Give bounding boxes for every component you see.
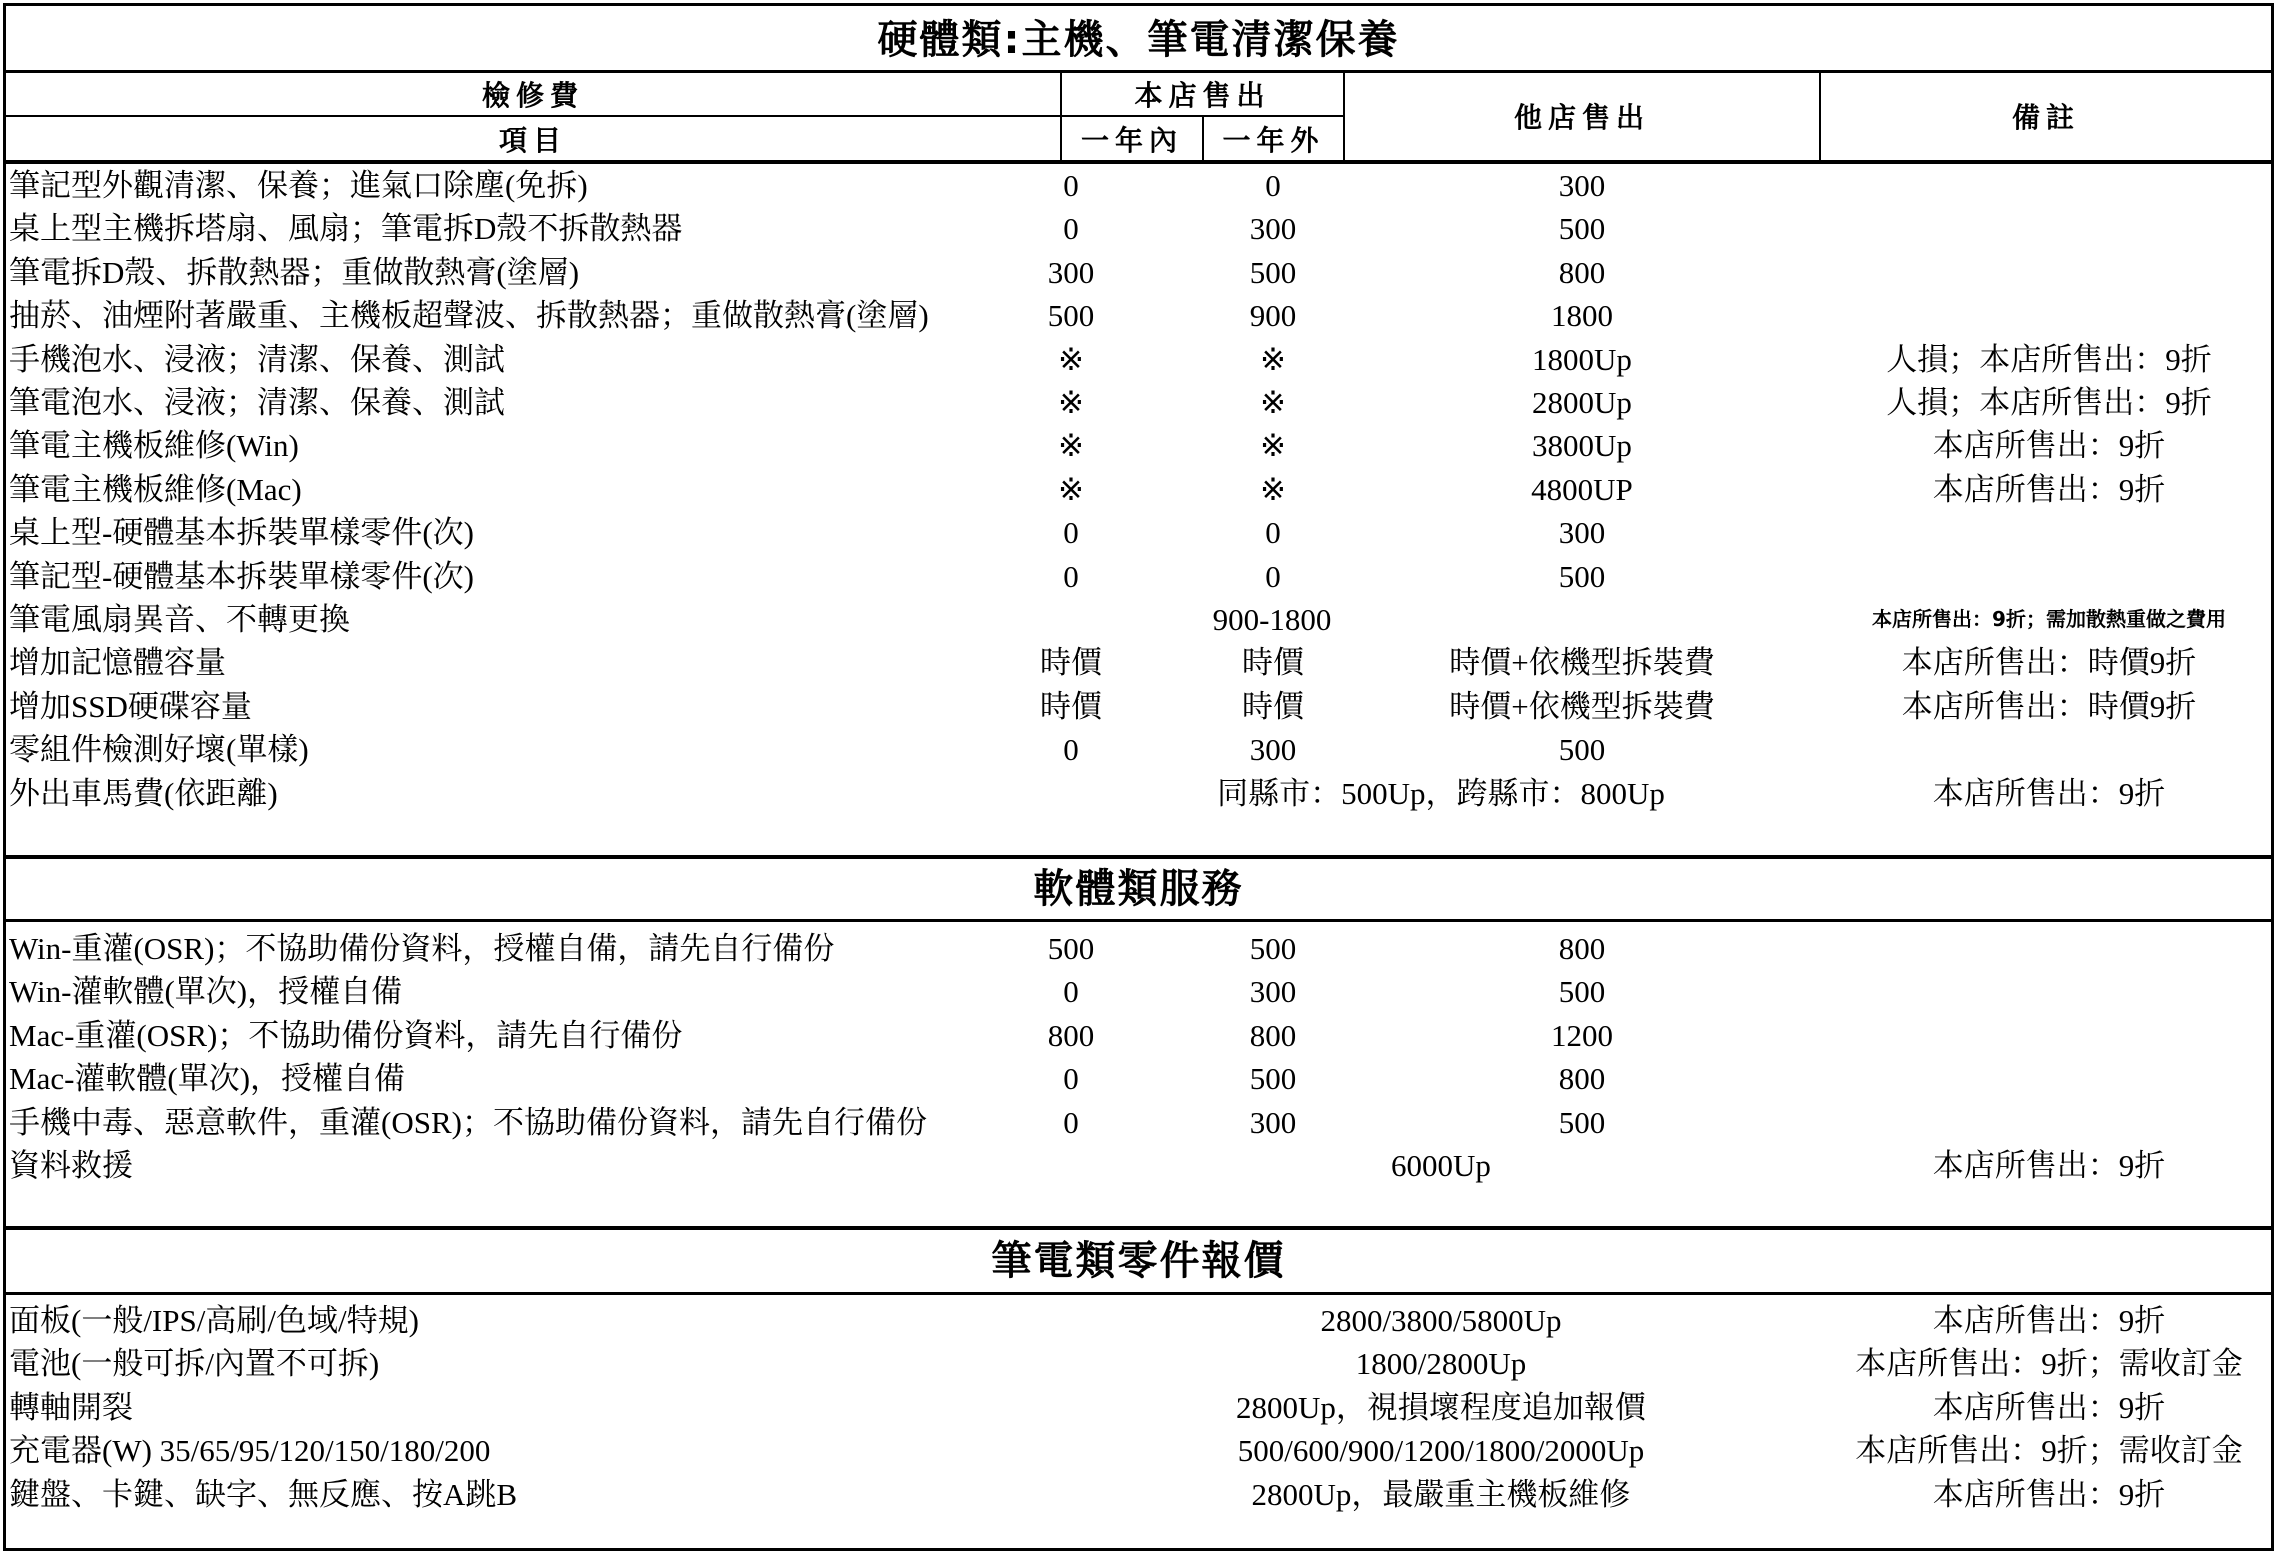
row-item: 外出車馬費(依距離) bbox=[9, 775, 278, 811]
table-row bbox=[6, 251, 2271, 294]
table-row bbox=[6, 1429, 2271, 1472]
row-item: 增加記憶體容量 bbox=[9, 645, 226, 681]
row-item: Win-重灌(OSR)；不協助備份資料，授權自備，請先自行備份 bbox=[9, 931, 835, 966]
parts-section-title: 筆電類零件報價 bbox=[991, 1238, 1286, 1284]
other-store-price: 500 bbox=[1558, 974, 1606, 1010]
table-row bbox=[6, 927, 2271, 970]
beyond-year-price: 300 bbox=[1249, 211, 1297, 247]
table-row bbox=[6, 1014, 2271, 1057]
row-note: 本店所售出：9折；需加散熱重做之費用 bbox=[1872, 607, 2226, 631]
within-year-price: 0 bbox=[1063, 168, 1079, 203]
table-row bbox=[6, 970, 2271, 1013]
header-repair-fee: 檢修費 bbox=[481, 78, 584, 112]
beyond-year-price: 300 bbox=[1249, 732, 1297, 768]
table-row bbox=[6, 1386, 2271, 1429]
beyond-year-price: 0 bbox=[1265, 515, 1281, 551]
row-note: 本店所售出：9折 bbox=[1932, 1389, 2166, 1425]
within-year-price: 500 bbox=[1047, 931, 1095, 966]
hardware-section-title: 硬體類:主機、筆電清潔保養 bbox=[877, 17, 1400, 63]
other-store-price: 1800 bbox=[1551, 298, 1613, 334]
row-note: 本店所售出：時價9折 bbox=[1901, 688, 2197, 724]
within-year-price: 300 bbox=[1047, 254, 1095, 290]
beyond-year-price: 時價 bbox=[1242, 645, 1304, 681]
divider bbox=[6, 919, 2271, 922]
within-year-price: 500 bbox=[1047, 298, 1095, 334]
beyond-year-price: 300 bbox=[1249, 1104, 1297, 1140]
row-note: 本店所售出：9折 bbox=[1932, 428, 2166, 464]
other-store-price: 500 bbox=[1558, 732, 1606, 768]
row-item: 筆記型-硬體基本拆裝單樣零件(次) bbox=[9, 558, 474, 594]
row-note: 本店所售出：9折；需收訂金 bbox=[1855, 1433, 2243, 1469]
beyond-year-price: 800 bbox=[1249, 1017, 1297, 1053]
price-range: 900-1800 bbox=[1212, 602, 1332, 637]
row-item: 面板(一般/IPS/高刷/色域/特規) bbox=[9, 1303, 419, 1338]
table-row bbox=[6, 685, 2271, 728]
row-note: 本店所售出：9折；需收訂金 bbox=[1855, 1346, 2243, 1382]
other-store-price: 時價+依機型拆裝費 bbox=[1449, 645, 1715, 681]
table-row bbox=[6, 381, 2271, 424]
other-store-price: 時價+依機型拆裝費 bbox=[1449, 688, 1715, 724]
part-price: 500/600/900/1200/1800/2000Up bbox=[1237, 1433, 1645, 1469]
table-row bbox=[6, 294, 2271, 337]
row-note: 本店所售出：時價9折 bbox=[1901, 645, 2197, 681]
row-item: Mac-灌軟體(單次)，授權自備 bbox=[9, 1061, 406, 1097]
within-year-price: 0 bbox=[1063, 558, 1079, 594]
table-row bbox=[6, 1144, 2271, 1187]
beyond-year-price: 500 bbox=[1249, 254, 1297, 290]
header-note: 備註 bbox=[2011, 101, 2080, 134]
table-row bbox=[6, 338, 2271, 381]
header-item: 項目 bbox=[498, 123, 567, 157]
table-row bbox=[6, 511, 2271, 554]
row-item: 手機泡水、浸液；清潔、保養、測試 bbox=[9, 341, 505, 377]
row-item: 筆電主機板維修(Win) bbox=[9, 428, 299, 464]
beyond-year-price: ※ bbox=[1260, 428, 1286, 464]
header-within-year: 一年內 bbox=[1080, 123, 1183, 157]
other-store-price: 300 bbox=[1558, 515, 1606, 551]
price-sheet bbox=[3, 3, 2274, 1551]
beyond-year-price: 0 bbox=[1265, 558, 1281, 594]
beyond-year-price: ※ bbox=[1260, 471, 1286, 507]
part-price: 2800Up，最嚴重主機板維修 bbox=[1251, 1476, 1631, 1512]
beyond-year-price: 時價 bbox=[1242, 688, 1304, 724]
header-other-store: 他店售出 bbox=[1513, 101, 1650, 134]
row-note: 人損；本店所售出：9折 bbox=[1886, 385, 2212, 420]
row-note: 人損；本店所售出：9折 bbox=[1886, 341, 2212, 377]
beyond-year-price: ※ bbox=[1260, 385, 1286, 420]
table-row bbox=[6, 772, 2271, 815]
table-row bbox=[6, 207, 2271, 250]
within-year-price: 時價 bbox=[1040, 688, 1102, 724]
row-item: 筆電泡水、浸液；清潔、保養、測試 bbox=[9, 385, 505, 420]
row-item: 抽菸、油煙附著嚴重、主機板超聲波、拆散熱器；重做散熱膏(塗層) bbox=[9, 298, 929, 334]
within-year-price: 0 bbox=[1063, 732, 1079, 768]
other-store-price: 1200 bbox=[1551, 1017, 1613, 1053]
header-beyond-year: 一年外 bbox=[1222, 123, 1325, 157]
row-item: 轉軸開裂 bbox=[9, 1389, 133, 1425]
part-price: 2800/3800/5800Up bbox=[1320, 1303, 1562, 1338]
divider bbox=[6, 1292, 2271, 1295]
other-store-price: 500 bbox=[1558, 1104, 1606, 1140]
beyond-year-price: 900 bbox=[1249, 298, 1297, 334]
row-note: 本店所售出：9折 bbox=[1932, 1148, 2166, 1183]
row-item: 零組件檢測好壞(單樣) bbox=[9, 732, 309, 768]
within-year-price: ※ bbox=[1058, 428, 1084, 464]
other-store-price: 2800Up bbox=[1532, 385, 1632, 420]
beyond-year-price: 500 bbox=[1249, 931, 1297, 966]
row-item: Win-灌軟體(單次)，授權自備 bbox=[9, 974, 403, 1010]
part-price: 1800/2800Up bbox=[1355, 1346, 1527, 1382]
beyond-year-price: 500 bbox=[1249, 1061, 1297, 1097]
row-item: 筆電拆D殼、拆散熱器；重做散熱膏(塗層) bbox=[9, 254, 580, 290]
row-item: 筆電主機板維修(Mac) bbox=[9, 471, 302, 507]
within-year-price: 0 bbox=[1063, 211, 1079, 247]
table-row bbox=[6, 1342, 2271, 1385]
header-our-store: 本店售出 bbox=[1134, 78, 1271, 112]
table-row bbox=[6, 728, 2271, 771]
within-year-price: 800 bbox=[1047, 1017, 1095, 1053]
row-note: 本店所售出：9折 bbox=[1932, 775, 2166, 811]
within-year-price: 0 bbox=[1063, 515, 1079, 551]
row-note: 本店所售出：9折 bbox=[1932, 1303, 2166, 1338]
row-item: Mac-重灌(OSR)；不協助備份資料，請先自行備份 bbox=[9, 1017, 683, 1053]
within-year-price: ※ bbox=[1058, 385, 1084, 420]
row-note: 本店所售出：9折 bbox=[1932, 471, 2166, 507]
table-row bbox=[6, 598, 2271, 641]
row-item: 資料救援 bbox=[9, 1148, 133, 1183]
other-store-price: 3800Up bbox=[1532, 428, 1632, 464]
other-store-price: 1800Up bbox=[1532, 341, 1632, 377]
within-year-price: 0 bbox=[1063, 1104, 1079, 1140]
beyond-year-price: 0 bbox=[1265, 168, 1281, 203]
table-row bbox=[6, 164, 2271, 207]
travel-fee: 同縣市：500Up，跨縣市：800Up bbox=[1217, 775, 1665, 811]
table-row bbox=[6, 641, 2271, 684]
within-year-price: 0 bbox=[1063, 1061, 1079, 1097]
rescue-price: 6000Up bbox=[1391, 1148, 1491, 1183]
other-store-price: 500 bbox=[1558, 558, 1606, 594]
row-item: 桌上型主機拆塔扇、風扇；筆電拆D殼不拆散熱器 bbox=[9, 211, 683, 247]
table-row bbox=[6, 555, 2271, 598]
table-row bbox=[6, 1473, 2271, 1516]
table-row bbox=[6, 1101, 2271, 1144]
other-store-price: 300 bbox=[1558, 168, 1606, 203]
row-item: 筆記型外觀清潔、保養；進氣口除塵(免拆) bbox=[9, 168, 588, 203]
row-item: 增加SSD硬碟容量 bbox=[9, 688, 252, 724]
software-section-title: 軟體類服務 bbox=[1033, 866, 1244, 912]
row-item: 桌上型-硬體基本拆裝單樣零件(次) bbox=[9, 515, 474, 551]
table-row bbox=[6, 1299, 2271, 1342]
table-row bbox=[6, 424, 2271, 467]
part-price: 2800Up，視損壞程度追加報價 bbox=[1236, 1389, 1646, 1425]
beyond-year-price: 300 bbox=[1249, 974, 1297, 1010]
table-row bbox=[6, 468, 2271, 511]
within-year-price: ※ bbox=[1058, 471, 1084, 507]
within-year-price: 時價 bbox=[1040, 645, 1102, 681]
other-store-price: 800 bbox=[1558, 254, 1606, 290]
other-store-price: 500 bbox=[1558, 211, 1606, 247]
within-year-price: ※ bbox=[1058, 341, 1084, 377]
within-year-price: 0 bbox=[1063, 974, 1079, 1010]
row-item: 電池(一般可拆/內置不可拆) bbox=[9, 1346, 380, 1382]
beyond-year-price: ※ bbox=[1260, 341, 1286, 377]
table-row bbox=[6, 1057, 2271, 1100]
row-item: 鍵盤、卡鍵、缺字、無反應、按A跳B bbox=[9, 1476, 518, 1512]
row-item: 手機中毒、惡意軟件，重灌(OSR)；不協助備份資料，請先自行備份 bbox=[9, 1104, 927, 1140]
row-item: 筆電風扇異音、不轉更換 bbox=[9, 602, 350, 637]
row-item: 充電器(W) 35/65/95/120/150/180/200 bbox=[9, 1433, 491, 1469]
row-note: 本店所售出：9折 bbox=[1932, 1476, 2166, 1512]
other-store-price: 800 bbox=[1558, 931, 1606, 966]
other-store-price: 800 bbox=[1558, 1061, 1606, 1097]
other-store-price: 4800UP bbox=[1531, 471, 1633, 507]
